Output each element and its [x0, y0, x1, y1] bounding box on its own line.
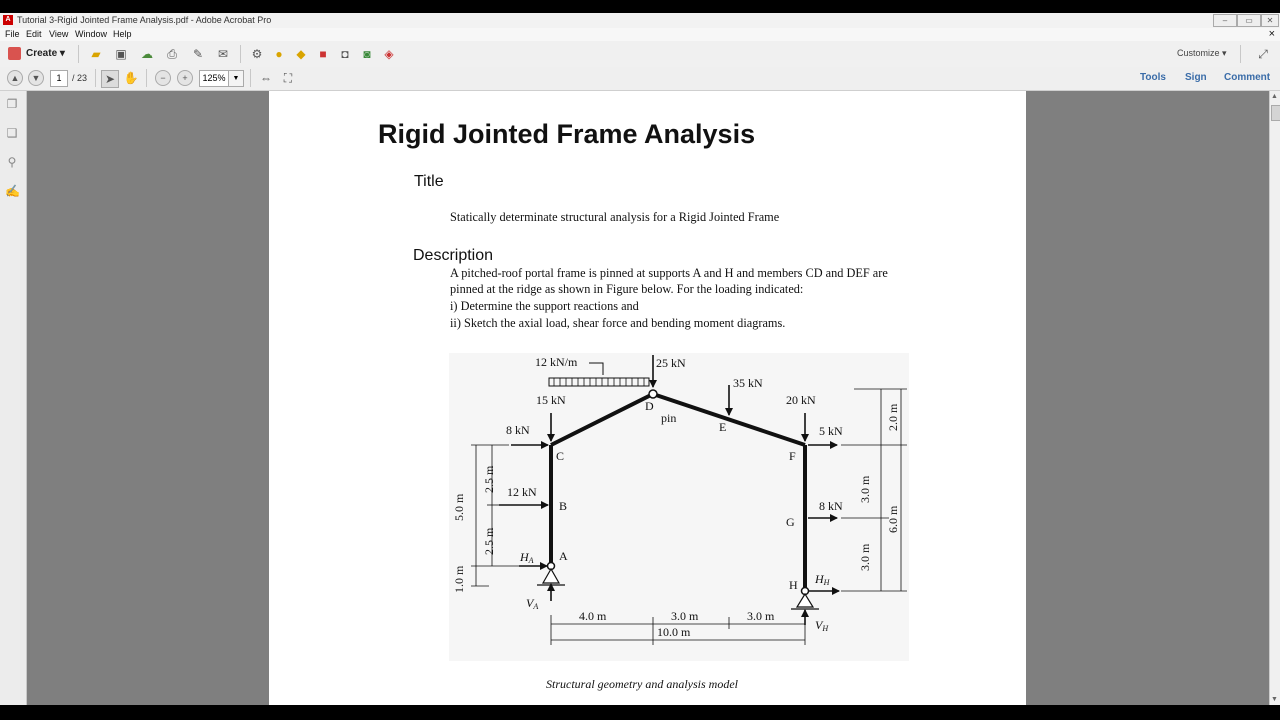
zoom-level-input[interactable]: 125% [199, 70, 229, 87]
next-page-icon[interactable]: ▼ [28, 70, 44, 86]
customize-button[interactable]: Customize ▾ [1177, 48, 1227, 58]
navigation-pane [0, 91, 27, 705]
dim-3m-right-lower: 3.0 m [858, 543, 872, 571]
dim-2m: 2.0 m [886, 403, 900, 431]
support-A [543, 569, 559, 583]
close-document-icon[interactable]: × [1268, 28, 1275, 40]
label-15kN: 15 kN [536, 393, 566, 407]
label-D: D [645, 399, 654, 413]
toolbar-separator [78, 45, 79, 63]
document-title: Rigid Jointed Frame Analysis [378, 119, 756, 149]
rafter-CD [551, 394, 653, 445]
dim-2-5m-lower: 2.5 m [482, 527, 496, 555]
print-icon[interactable]: ⎙ [167, 47, 177, 61]
menu-bar [0, 28, 1280, 41]
dim-3m-b: 3.0 m [747, 609, 775, 623]
toolbar-separator [240, 45, 241, 63]
menu-edit[interactable]: Edit [26, 29, 42, 39]
title-heading: Title [414, 173, 444, 190]
label-20kN: 20 kN [786, 393, 816, 407]
label-8kN-right: 8 kN [819, 499, 843, 513]
description-line-2: pinned at the ridge as shown in Figure below. For the loading indicated: [450, 282, 804, 296]
label-HH: HH [815, 572, 830, 587]
menu-help[interactable]: Help [113, 29, 132, 39]
open-folder-icon[interactable]: ▰ [91, 47, 101, 61]
scroll-thumb[interactable] [1271, 105, 1280, 121]
create-button[interactable]: Create ▾ [8, 46, 65, 62]
zoom-dropdown-icon[interactable]: ▼ [228, 70, 244, 87]
minimize-button[interactable]: – [1213, 14, 1237, 27]
comment-pane-button[interactable]: Comment [1224, 72, 1271, 83]
toolbar-separator [146, 69, 147, 87]
label-VH: VH [815, 618, 829, 633]
full-screen-icon[interactable]: ⛶ [283, 71, 293, 85]
email-icon[interactable]: ✉ [217, 47, 229, 61]
label-5kN: 5 kN [819, 424, 843, 438]
dim-3m-a: 3.0 m [671, 609, 699, 623]
scroll-down-icon[interactable]: ▼ [1271, 696, 1278, 703]
figure-caption: Structural geometry and analysis model [546, 677, 738, 691]
window-titlebar [0, 13, 1280, 28]
tools-pane-button[interactable]: Tools [1140, 72, 1166, 83]
create-icon [8, 47, 21, 60]
label-HA: HA [520, 550, 534, 565]
label-H: H [789, 578, 798, 592]
comment-icon[interactable]: ● [275, 47, 283, 61]
dim-3m-right-upper: 3.0 m [858, 475, 872, 503]
menu-window[interactable]: Window [75, 29, 108, 39]
vertical-scrollbar[interactable] [1269, 91, 1280, 705]
export-icon[interactable]: ◙ [363, 47, 371, 61]
save-icon[interactable]: ▣ [115, 47, 127, 61]
title-text: Statically determinate structural analysis for a Rigid Jointed Frame [450, 210, 780, 224]
window-title: Tutorial 3-Rigid Jointed Frame Analysis.pdf - Adobe Acrobat Pro [17, 15, 272, 25]
udl-block [549, 378, 649, 386]
edit-icon[interactable]: ✎ [192, 47, 204, 61]
label-pin: pin [661, 411, 677, 425]
select-cursor-icon[interactable]: ➤ [101, 70, 119, 88]
pin-D [649, 390, 657, 398]
bookmarks-icon[interactable]: ❑ [6, 126, 18, 140]
menu-view[interactable]: View [49, 29, 69, 39]
zoom-in-icon[interactable]: + [177, 70, 193, 86]
label-F: F [789, 449, 796, 463]
highlight-icon[interactable]: ◆ [296, 47, 306, 61]
description-line-4: ii) Sketch the axial load, shear force and bending moment diagrams. [450, 316, 786, 330]
frame-members [551, 394, 805, 591]
dim-5m: 5.0 m [452, 493, 466, 521]
page-number-input[interactable]: 1 [50, 70, 68, 87]
toolbar-separator [1240, 45, 1241, 63]
label-VA: VA [526, 596, 539, 611]
dim-4m: 4.0 m [579, 609, 607, 623]
acrobat-icon: A [3, 15, 13, 25]
support-H [797, 594, 813, 607]
label-udl: 12 kN/m [535, 355, 578, 369]
label-A: A [559, 549, 568, 563]
navigation-toolbar [0, 67, 1280, 91]
stamp-icon[interactable]: ◘ [341, 47, 349, 61]
signatures-icon[interactable]: ✍ [5, 184, 20, 198]
sign-pane-button[interactable]: Sign [1185, 72, 1207, 83]
dim-10m: 10.0 m [657, 625, 691, 639]
label-35kN: 35 kN [733, 376, 763, 390]
description-line-3: i) Determine the support reactions and [450, 299, 639, 313]
toolbar-separator [250, 69, 251, 87]
cloud-icon[interactable]: ☁ [141, 47, 153, 61]
previous-page-icon[interactable]: ▲ [7, 70, 23, 86]
frame-diagram [449, 353, 909, 661]
menu-file[interactable]: File [5, 29, 20, 39]
dim-6m: 6.0 m [886, 505, 900, 533]
description-heading: Description [413, 247, 494, 264]
document-viewport[interactable] [27, 91, 1269, 705]
page-thumbnails-icon[interactable]: ❐ [6, 97, 18, 111]
pdf-page [269, 91, 1026, 705]
main-toolbar [0, 41, 1280, 68]
label-8kN-left: 8 kN [506, 423, 530, 437]
dim-1m: 1.0 m [452, 565, 466, 593]
scroll-up-icon[interactable]: ▲ [1271, 93, 1278, 100]
dim-2-5m-upper: 2.5 m [482, 465, 496, 493]
maximize-button[interactable]: ▭ [1237, 14, 1261, 27]
toolbar-separator [95, 69, 96, 87]
frame-figure [449, 353, 909, 661]
attachments-icon[interactable]: ⚲ [7, 155, 17, 169]
label-E: E [719, 420, 727, 434]
close-window-button[interactable]: ✕ [1261, 14, 1279, 27]
page-total: / 23 [72, 73, 88, 83]
label-G: G [786, 515, 795, 529]
description-line-1: A pitched-roof portal frame is pinned at supports A and H and members CD and DEF are [450, 266, 888, 280]
top-edge [0, 0, 1280, 13]
fit-page-icon[interactable]: ⇔ [260, 71, 272, 85]
hand-tool-icon[interactable]: ✋ [123, 71, 139, 85]
expand-icon[interactable]: ⤢ [1258, 47, 1268, 61]
zoom-out-icon[interactable]: − [155, 70, 171, 86]
protect-icon[interactable]: ◈ [384, 47, 394, 61]
form-icon[interactable]: ■ [319, 47, 327, 61]
settings-icon[interactable]: ⚙ [251, 47, 263, 61]
label-C: C [556, 449, 565, 463]
label-B: B [559, 499, 568, 513]
label-12kN: 12 kN [507, 485, 537, 499]
label-25kN: 25 kN [656, 356, 686, 370]
bottom-edge [0, 705, 1280, 720]
